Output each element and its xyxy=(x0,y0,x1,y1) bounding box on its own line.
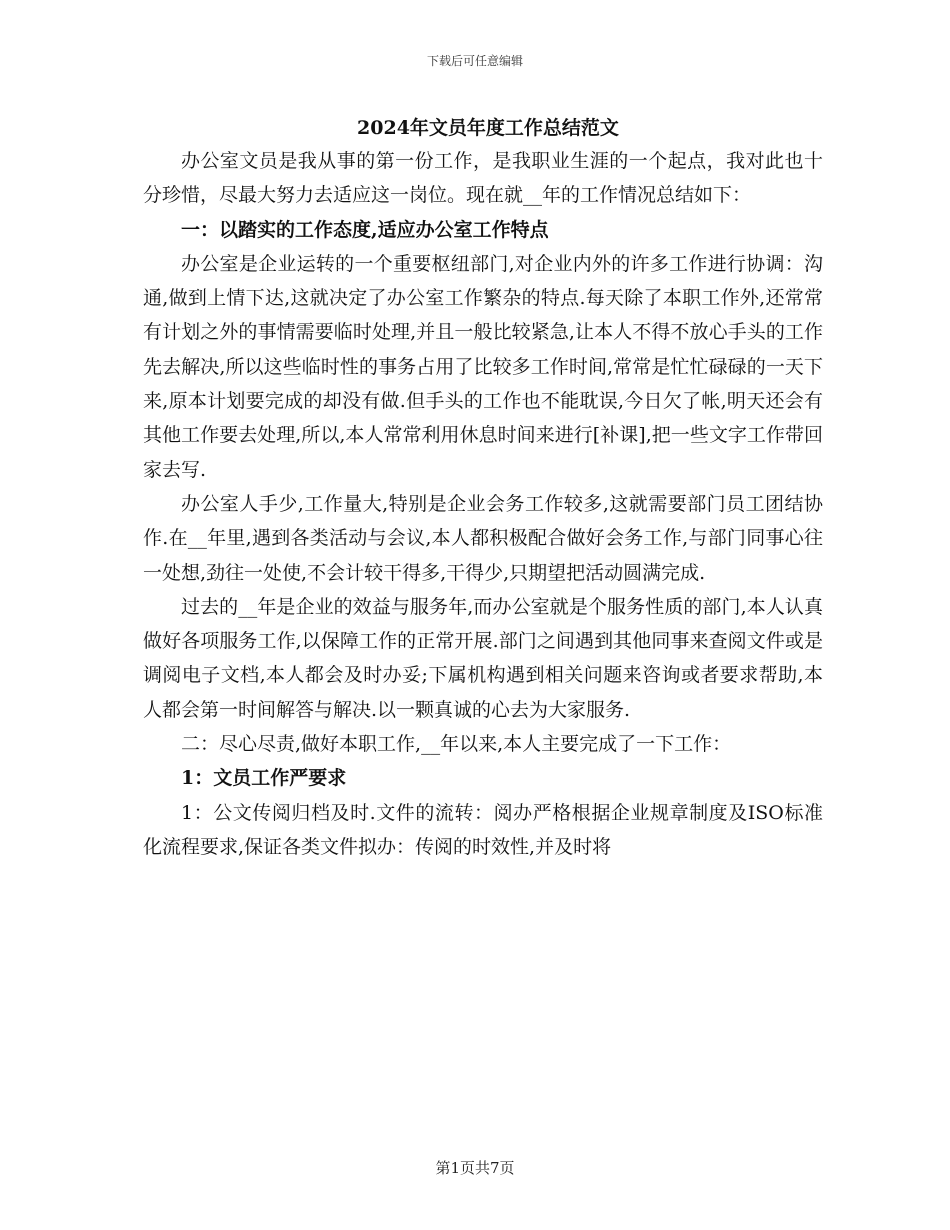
paragraph-service: 过去的__年是企业的效益与服务年,而办公室就是个服务性质的部门,本人认真做好各项服务工作,以保障工作的正常开展.部门之间遇到其他同事来查阅文件或是调阅电子文档,本人都会及时办妥;下属机构遇到相关问题来咨询或者要求帮助,本人都会第一时间解答与解决.以一颗真诚的心去为大家服务. xyxy=(143,595,823,721)
subsection-heading-1: 1：文员工作严要求 xyxy=(181,767,347,790)
section-heading-2: 二：尽心尽责,做好本职工作,__年以来,本人主要完成了一下工作： xyxy=(181,733,732,756)
document-title: 2024年文员年度工作总结范文 xyxy=(357,117,619,139)
paragraph-intro: 办公室文员是我从事的第一份工作，是我职业生涯的一个起点，我对此也十分珍惜，尽最大努力去适应这一岗位。现在就__年的工作情况总结如下： xyxy=(143,150,823,207)
page-header-note: 下载后可任意编辑 xyxy=(426,54,523,68)
document-body xyxy=(143,112,823,864)
paragraph-office-role: 办公室是企业运转的一个重要枢纽部门,对企业内外的许多工作进行协调：沟通,做到上情下达,这就决定了办公室工作繁杂的特点.每天除了本职工作外,还常常有计划之外的事情需要临时处理,并且一般比较紧急,让本人不得不放心手头的工作先去解决,所以这些临时性的事务占用了比较多工作时间,常常是忙忙碌碌的一天下来,原本计划要完成的却没有做.但手头的工作也不能耽误,今日欠了帐,明天还会有其他工作要去处理,所以,本人常常利用休息时间来进行[补课],把一些文字工作带回家去写. xyxy=(143,252,823,481)
section-heading-1: 一：以踏实的工作态度,适应办公室工作特点 xyxy=(181,218,549,241)
paragraph-teamwork: 办公室人手少,工作量大,特别是企业会务工作较多,这就需要部门员工团结协作.在__年里,遇到各类活动与会议,本人都积极配合做好会务工作,与部门同事心往一处想,劲往一处使,不会计较干得多,干得少,只期望把活动圆满完成. xyxy=(143,492,823,584)
paragraph-document-flow: 1：公文传阅归档及时.文件的流转：阅办严格根据企业规章制度及ISO标准化流程要求,保证各类文件拟办：传阅的时效性,并及时将 xyxy=(143,801,823,858)
page-number: 第1页共7页 xyxy=(435,1159,515,1177)
